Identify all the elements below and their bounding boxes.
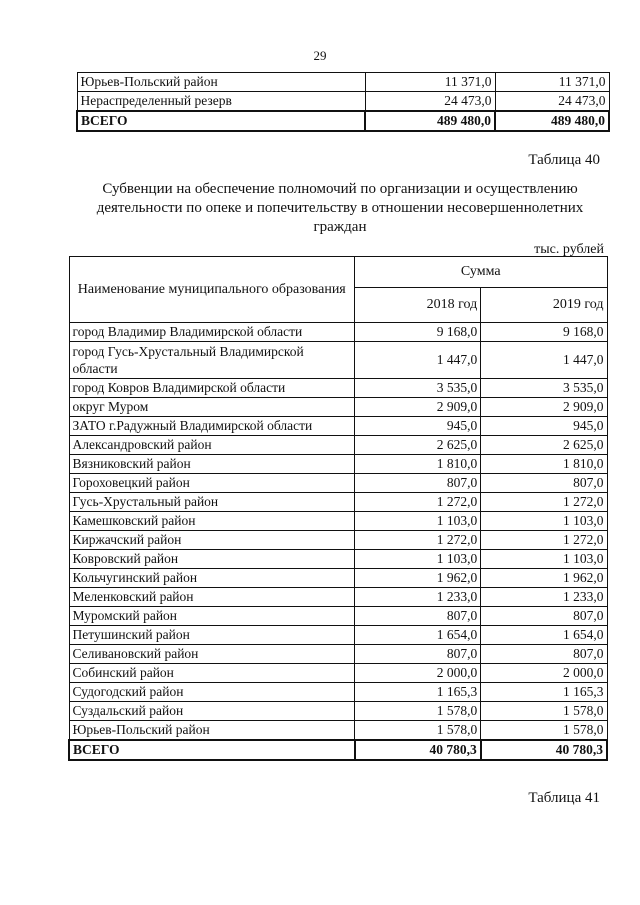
row-name: Судогодский район [69,683,355,702]
value-2018: 945,0 [355,417,481,436]
table-row [77,92,609,112]
table-row [69,702,607,721]
row-name: Меленковский район [69,588,355,607]
value-2018: 1 962,0 [355,569,481,588]
table-row [69,569,607,588]
value-2019: 807,0 [481,474,607,493]
value-2018: 11 371,0 [365,73,495,92]
value-2019: 1 654,0 [481,626,607,645]
value-2019: 1 447,0 [481,342,607,379]
table-row [69,550,607,569]
total-2018: 489 480,0 [365,111,495,131]
value-2019: 24 473,0 [495,92,609,112]
value-2019: 1 962,0 [481,569,607,588]
value-2019: 945,0 [481,417,607,436]
value-2019: 1 103,0 [481,550,607,569]
value-2019: 1 272,0 [481,493,607,512]
table-40-label: Таблица 40 [528,152,600,168]
table-row [69,342,607,379]
total-2019: 40 780,3 [481,740,607,760]
value-2019: 2 625,0 [481,436,607,455]
value-2019: 1 165,3 [481,683,607,702]
value-2018: 1 103,0 [355,512,481,531]
header-sum: Сумма [355,257,607,288]
row-name: округ Муром [69,398,355,417]
value-2019: 1 578,0 [481,721,607,741]
value-2018: 807,0 [355,645,481,664]
row-name: Камешковский район [69,512,355,531]
row-name: город Ковров Владимирской области [69,379,355,398]
value-2019: 807,0 [481,607,607,626]
value-2018: 24 473,0 [365,92,495,112]
row-name: Гороховецкий район [69,474,355,493]
value-2018: 1 447,0 [355,342,481,379]
value-2018: 2 909,0 [355,398,481,417]
value-2018: 1 103,0 [355,550,481,569]
row-name: Вязниковский район [69,455,355,474]
table-row [69,455,607,474]
row-name: город Гусь-Хрустальный Владимирской области [69,342,355,379]
row-name: город Владимир Владимирской области [69,323,355,342]
row-name: Киржачский район [69,531,355,550]
row-name: Суздальский район [69,702,355,721]
header-2018: 2018 год [355,288,481,323]
row-name: Собинский район [69,664,355,683]
table-row [69,417,607,436]
table-body [69,323,607,761]
table-41-label: Таблица 41 [528,790,600,806]
row-name: ЗАТО г.Радужный Владимирской области [69,417,355,436]
value-2018: 3 535,0 [355,379,481,398]
table-row [69,512,607,531]
value-2018: 1 578,0 [355,721,481,741]
value-2018: 9 168,0 [355,323,481,342]
value-2019: 1 103,0 [481,512,607,531]
row-name: Муромский район [69,607,355,626]
value-2019: 2 909,0 [481,398,607,417]
value-2019: 11 371,0 [495,73,609,92]
value-2019: 807,0 [481,645,607,664]
value-2018: 2 000,0 [355,664,481,683]
table-row [69,664,607,683]
value-2018: 807,0 [355,474,481,493]
value-2019: 1 272,0 [481,531,607,550]
table-row [69,436,607,455]
row-name: Кольчугинский район [69,569,355,588]
value-2019: 2 000,0 [481,664,607,683]
table-row [69,588,607,607]
units-label: тыс. рублей [534,242,604,257]
value-2018: 1 578,0 [355,702,481,721]
table-row [69,626,607,645]
subventions-table [68,256,608,761]
value-2019: 1 233,0 [481,588,607,607]
table-row [77,73,609,92]
table-row [69,607,607,626]
total-label: ВСЕГО [77,111,365,131]
table-row [69,531,607,550]
row-name: Александровский район [69,436,355,455]
row-name: Юрьев-Польский район [69,721,355,741]
total-row [69,740,607,760]
header-row [69,257,607,288]
table-row [69,493,607,512]
value-2018: 1 272,0 [355,531,481,550]
table-title: Субвенции на обеспечение полномочий по организации и осуществлению деятельности по опеке и попечительству в отношении несовершеннолетних граждан [96,181,584,235]
value-2018: 1 165,3 [355,683,481,702]
value-2018: 807,0 [355,607,481,626]
value-2018: 1 272,0 [355,493,481,512]
value-2018: 2 625,0 [355,436,481,455]
page-number: 29 [313,48,327,63]
row-name: Гусь-Хрустальный район [69,493,355,512]
total-label: ВСЕГО [69,740,355,760]
row-name: Нераспределенный резерв [77,92,365,112]
table-row [69,474,607,493]
table-row [69,645,607,664]
row-name: Ковровский район [69,550,355,569]
total-2018: 40 780,3 [355,740,481,760]
row-name: Селивановский район [69,645,355,664]
row-name: Петушинский район [69,626,355,645]
value-2018: 1 810,0 [355,455,481,474]
table-row [69,721,607,741]
value-2018: 1 233,0 [355,588,481,607]
value-2019: 3 535,0 [481,379,607,398]
value-2019: 1 578,0 [481,702,607,721]
header-2019: 2019 год [481,288,607,323]
table-row [69,379,607,398]
table-row [69,398,607,417]
header-name: Наименование муниципального образования [69,257,355,323]
total-row [77,111,609,131]
continued-table [76,72,610,132]
row-name: Юрьев-Польский район [77,73,365,92]
table-row [69,323,607,342]
value-2019: 1 810,0 [481,455,607,474]
value-2018: 1 654,0 [355,626,481,645]
table-row [69,683,607,702]
value-2019: 9 168,0 [481,323,607,342]
total-2019: 489 480,0 [495,111,609,131]
